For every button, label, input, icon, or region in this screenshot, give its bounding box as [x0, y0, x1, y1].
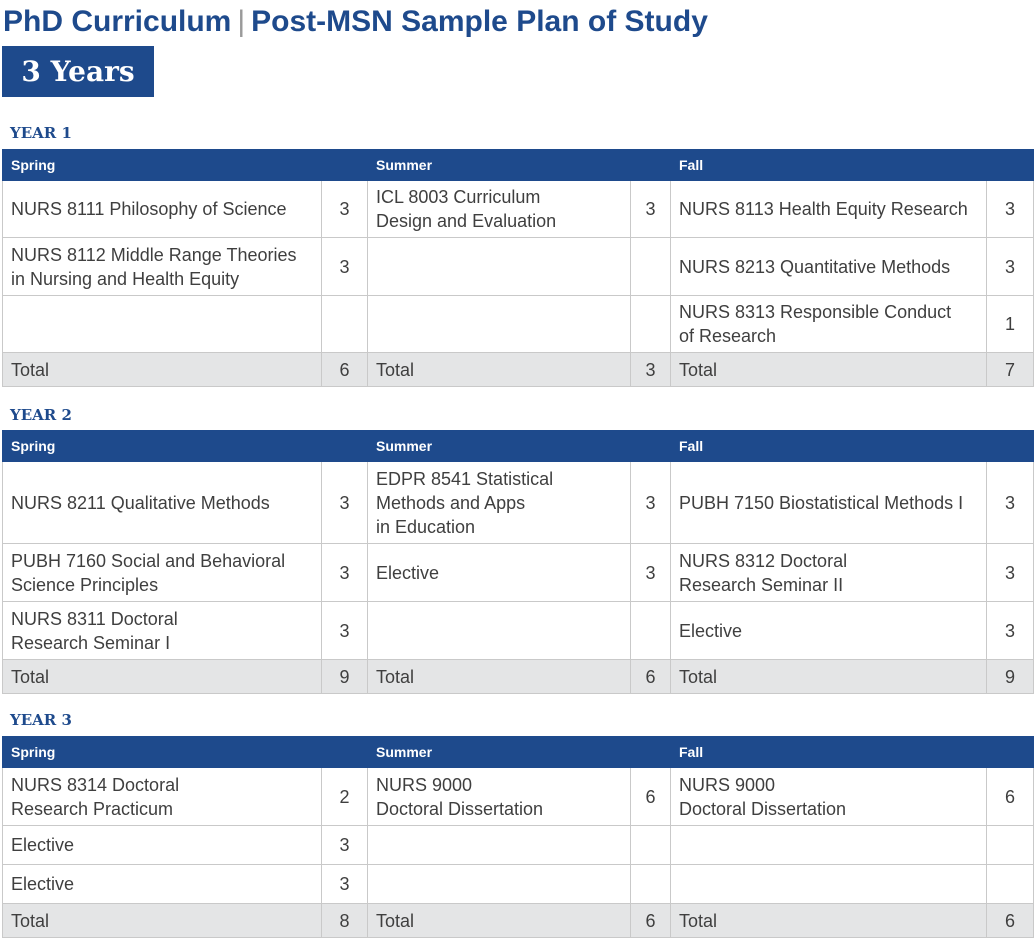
total-credits: 7	[987, 353, 1034, 387]
course-credits: 3	[322, 181, 368, 238]
term-header-spring: Spring	[3, 431, 368, 462]
term-header-row	[3, 431, 1034, 462]
course-name: Elective	[671, 602, 987, 660]
total-credits: 6	[631, 660, 671, 694]
course-credits	[631, 602, 671, 660]
course-credits	[987, 865, 1034, 904]
term-header-spring: Spring	[3, 737, 368, 768]
term-header-summer: Summer	[368, 737, 671, 768]
year-label: YEAR 3	[10, 711, 72, 729]
course-row	[3, 768, 1034, 826]
term-header-fall: Fall	[671, 737, 1034, 768]
total-label: Total	[3, 660, 322, 694]
total-row	[3, 904, 1034, 938]
course-name	[3, 296, 322, 353]
course-name: NURS 8213 Quantitative Methods	[671, 238, 987, 296]
term-header-row	[3, 150, 1034, 181]
term-header-spring: Spring	[3, 150, 368, 181]
course-name: NURS 9000 Doctoral Dissertation	[368, 768, 631, 826]
course-name	[368, 296, 631, 353]
course-credits: 3	[322, 865, 368, 904]
course-name: Elective	[3, 865, 322, 904]
total-credits: 9	[322, 660, 368, 694]
year-plan-table	[2, 149, 1034, 387]
total-credits: 6	[987, 904, 1034, 938]
course-credits: 3	[322, 826, 368, 865]
course-name: NURS 8314 Doctoral Research Practicum	[3, 768, 322, 826]
course-credits: 3	[322, 544, 368, 602]
course-credits: 6	[631, 768, 671, 826]
course-credits: 6	[987, 768, 1034, 826]
total-label: Total	[3, 904, 322, 938]
total-credits: 8	[322, 904, 368, 938]
course-name: NURS 8112 Middle Range Theories in Nursing and Health Equity	[3, 238, 322, 296]
course-name: NURS 9000 Doctoral Dissertation	[671, 768, 987, 826]
course-name: NURS 8311 Doctoral Research Seminar I	[3, 602, 322, 660]
term-header-summer: Summer	[368, 431, 671, 462]
total-label: Total	[368, 660, 631, 694]
course-name	[671, 865, 987, 904]
course-credits: 3	[631, 181, 671, 238]
course-credits: 3	[322, 238, 368, 296]
course-name: NURS 8113 Health Equity Research	[671, 181, 987, 238]
course-name: NURS 8211 Qualitative Methods	[3, 462, 322, 544]
course-row	[3, 181, 1034, 238]
total-label: Total	[671, 904, 987, 938]
total-label: Total	[368, 353, 631, 387]
course-row	[3, 602, 1034, 660]
course-name: NURS 8313 Responsible Conduct of Research	[671, 296, 987, 353]
course-credits	[631, 826, 671, 865]
year-plan-table	[2, 736, 1034, 938]
course-credits	[631, 238, 671, 296]
course-credits: 3	[987, 181, 1034, 238]
title-subtitle: Post-MSN Sample Plan of Study	[251, 5, 708, 38]
course-credits: 3	[987, 544, 1034, 602]
total-credits: 6	[631, 904, 671, 938]
course-credits	[322, 296, 368, 353]
course-credits: 3	[987, 462, 1034, 544]
course-row	[3, 462, 1034, 544]
year-label: YEAR 1	[10, 124, 72, 142]
total-label: Total	[671, 660, 987, 694]
term-header-fall: Fall	[671, 431, 1034, 462]
course-row	[3, 826, 1034, 865]
total-label: Total	[368, 904, 631, 938]
course-credits	[631, 296, 671, 353]
course-name	[368, 602, 631, 660]
page-title	[3, 2, 708, 42]
course-credits: 3	[631, 462, 671, 544]
course-name: PUBH 7160 Social and Behavioral Science Principles	[3, 544, 322, 602]
course-credits: 2	[322, 768, 368, 826]
total-label: Total	[3, 353, 322, 387]
year-label: YEAR 2	[10, 406, 72, 424]
course-name: Elective	[368, 544, 631, 602]
course-name	[368, 238, 631, 296]
term-header-fall: Fall	[671, 150, 1034, 181]
course-row	[3, 296, 1034, 353]
duration-badge: 3 Years	[2, 46, 154, 97]
course-row	[3, 238, 1034, 296]
year-plan-table	[2, 430, 1034, 694]
course-name: EDPR 8541 Statistical Methods and Apps in Education	[368, 462, 631, 544]
total-credits: 3	[631, 353, 671, 387]
course-credits	[987, 826, 1034, 865]
course-credits: 3	[322, 602, 368, 660]
course-credits: 3	[987, 238, 1034, 296]
course-name: NURS 8312 Doctoral Research Seminar II	[671, 544, 987, 602]
course-name	[368, 865, 631, 904]
course-name: Elective	[3, 826, 322, 865]
total-credits: 9	[987, 660, 1034, 694]
course-name	[368, 826, 631, 865]
title-separator: |	[237, 5, 246, 38]
title-main: PhD Curriculum	[3, 5, 232, 38]
course-row	[3, 865, 1034, 904]
term-header-row	[3, 737, 1034, 768]
course-name	[671, 826, 987, 865]
total-row	[3, 660, 1034, 694]
course-credits: 3	[631, 544, 671, 602]
course-credits	[631, 865, 671, 904]
term-header-summer: Summer	[368, 150, 671, 181]
course-name: PUBH 7150 Biostatistical Methods I	[671, 462, 987, 544]
course-credits: 3	[987, 602, 1034, 660]
course-row	[3, 544, 1034, 602]
course-credits: 3	[322, 462, 368, 544]
total-credits: 6	[322, 353, 368, 387]
course-credits: 1	[987, 296, 1034, 353]
total-label: Total	[671, 353, 987, 387]
course-name: NURS 8111 Philosophy of Science	[3, 181, 322, 238]
course-name: ICL 8003 Curriculum Design and Evaluation	[368, 181, 631, 238]
total-row	[3, 353, 1034, 387]
